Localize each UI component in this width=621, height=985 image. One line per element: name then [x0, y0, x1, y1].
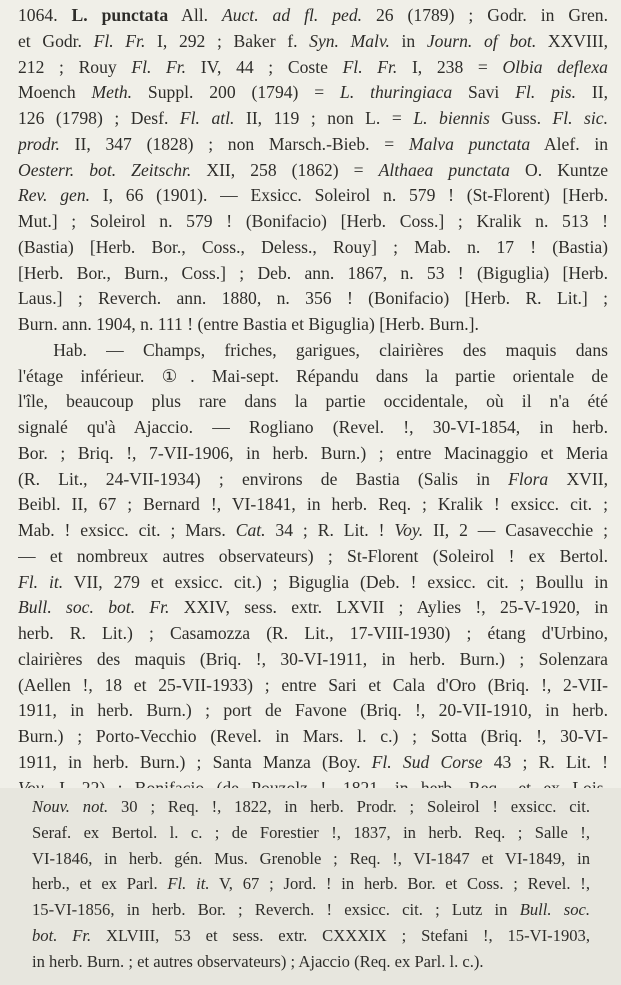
text-segment: (Bastia) [Herb. Bor., Coss., Deless., Rouy] ; Mab. n. 17 ! (Bastia): [18, 236, 608, 257]
italic-citation: L. thuringiaca: [340, 82, 453, 103]
text-line: [18, 491, 608, 517]
italic-citation: Bull. soc.: [519, 900, 590, 920]
italic-citation: Fl. Fr.: [93, 30, 146, 51]
text-segment: 126 (1798) ; Desf.: [18, 108, 180, 128]
text-line: [18, 234, 608, 260]
text-segment: et Godr.: [18, 30, 94, 51]
text-segment: VII, 279 et exsicc. cit.) ; Biguglia (Deb. ! exsicc. cit. ; Boullu in: [63, 571, 608, 592]
italic-citation: Auct. ad fl. ped.: [221, 5, 363, 25]
italic-citation: Oesterr. bot. Zeitschr.: [18, 159, 192, 180]
text-segment: All.: [168, 5, 222, 25]
text-segment: in: [389, 30, 427, 51]
text-segment: VI-1846, in herb. gén. Mus. Grenoble ; Req. !, VI-1847 et VI-1849, in: [32, 848, 590, 868]
italic-citation: Voy.: [394, 520, 424, 540]
text-segment: 26 (1789) ; Godr. in Gren.: [362, 5, 608, 25]
text-line: [32, 949, 590, 974]
text-segment: XVII,: [548, 468, 608, 489]
text-segment: O. Kuntze: [509, 159, 608, 180]
text-line: [18, 723, 608, 749]
text-segment: l'île, beaucoup plus rare dans la partie occidentale, où il n'a été: [18, 391, 608, 412]
italic-citation: Althaea punctata: [378, 159, 510, 180]
text-line: [18, 440, 608, 466]
italic-citation: Flora: [508, 468, 549, 489]
text-line: [18, 466, 608, 492]
text-line: [18, 363, 608, 389]
text-segment: XII, 258 (1862) =: [191, 159, 379, 180]
text-segment: I, 238 =: [397, 56, 503, 77]
text-line: [18, 414, 608, 440]
text-segment: Seraf. ex Bertol. l. c. ; de Forestier !, 1837, in herb. Req. ; Salle !,: [32, 822, 590, 842]
text-line: [32, 794, 590, 819]
text-line: [18, 79, 608, 105]
italic-citation: Fl. it.: [167, 874, 210, 894]
text-segment: signalé qu'à Ajaccio. — Rogliano (Revel. !, 30-VI-1854, in herb.: [18, 417, 608, 437]
text-segment: in herb. Burn. ; et autres observateurs) ; Ajaccio (Req. ex Parl. l. c.).: [32, 951, 484, 971]
text-segment: 1911, in herb. Burn.) ; Santa Manza (Boy.: [18, 751, 372, 772]
text-segment: Hab. — Champs, friches, garigues, clairières des maquis dans: [18, 339, 608, 360]
text-segment: Savi: [452, 82, 516, 103]
text-segment: l'étage inférieur. ①. Mai-sept. Répandu dans la partie orientale de: [18, 365, 608, 386]
italic-citation: Fl. it.: [18, 571, 64, 592]
text-segment: (Aellen !, 18 et 25-VII-1933) ; entre Sari et Cala d'Oro (Briq. !, 2-VII-: [18, 674, 608, 695]
text-segment: II, 347 (1828) ; non Marsch.-Bieb. =: [59, 133, 409, 154]
text-segment: herb., et ex Parl.: [32, 874, 168, 894]
text-segment: Burn.) ; Porto-Vecchio (Revel. in Mars. l. c.) ; Sotta (Briq. !, 30-VI-: [18, 726, 608, 746]
text-line: [18, 594, 608, 620]
text-segment: XXVIII,: [536, 30, 608, 51]
italic-citation: Olbia deflexa: [502, 56, 608, 77]
text-line: [18, 388, 608, 414]
text-segment: II, 119 ; non L. =: [234, 108, 414, 128]
italic-citation: Bull. soc. bot. Fr.: [18, 597, 170, 618]
text-line: [32, 846, 590, 871]
taxon-name: L. punctata: [71, 5, 169, 25]
italic-citation: Syn. Malv.: [309, 30, 390, 51]
text-line: [18, 620, 608, 646]
italic-citation: prodr.: [18, 133, 60, 154]
italic-citation: Rev. gen.: [18, 185, 91, 206]
text-segment: II,: [576, 82, 608, 103]
text-segment: IV, 44 ; Coste: [186, 56, 343, 77]
text-segment: Mut.] ; Soleirol n. 579 ! (Bonifacio) [Herb. Coss.] ; Kralik n. 513 !: [18, 211, 608, 231]
text-line: [18, 28, 608, 54]
text-segment: — et nombreux autres observateurs) ; St-Florent (Soleirol ! ex Bertol.: [18, 545, 608, 566]
text-segment: I, 292 ; Baker f.: [145, 30, 310, 51]
text-segment: (R. Lit., 24-VII-1934) ; environs de Bastia (Salis in: [18, 468, 509, 489]
text-line: [18, 2, 608, 28]
italic-citation: Fl. Fr.: [131, 56, 187, 77]
text-segment: 15-VI-1856, in herb. Bor. ; Reverch. ! exsicc. cit. ; Lutz in: [32, 900, 520, 920]
text-line: [32, 897, 590, 922]
text-segment: Bor. ; Briq. !, 7-VII-1906, in herb. Burn.) ; entre Macinaggio et Meria: [18, 442, 608, 463]
text-line: [32, 820, 590, 845]
text-line: [18, 182, 608, 208]
text-segment: clairières des maquis (Briq. !, 30-VI-1911, in herb. Burn.) ; Solenzara: [18, 648, 608, 669]
text-line: [18, 569, 608, 595]
text-segment: 43 ; R. Lit. !: [482, 751, 608, 772]
entry-continuation: [0, 788, 621, 985]
text-segment: XXIV, sess. extr. LXVII ; Aylies !, 25-V-1920, in: [169, 597, 608, 618]
text-line: [18, 337, 608, 363]
text-line: [18, 543, 608, 569]
italic-citation: Fl. pis.: [515, 82, 577, 103]
italic-citation: Fl. atl.: [179, 108, 235, 128]
text-line: [18, 208, 608, 234]
text-segment: 30 ; Req. !, 1822, in herb. Prodr. ; Soleirol ! exsicc. cit.: [108, 797, 590, 816]
italic-citation: Fl. Fr.: [342, 56, 398, 77]
text-segment: Burn. ann. 1904, n. 111 ! (entre Bastia et Biguglia) [Herb. Burn.].: [18, 314, 479, 334]
text-segment: 34 ; R. Lit. !: [265, 520, 395, 540]
italic-citation: Cat.: [235, 520, 266, 540]
text-line: [32, 923, 590, 948]
text-line: [18, 131, 608, 157]
italic-citation: Malva punctata: [408, 133, 531, 154]
italic-citation: Nouv. not.: [32, 797, 109, 816]
text-line: [18, 285, 608, 311]
italic-citation: Journ. of bot.: [426, 30, 537, 51]
text-segment: Laus.] ; Reverch. ann. 1880, n. 356 ! (Bonifacio) [Herb. R. Lit.] ;: [18, 288, 608, 309]
text-line: [18, 672, 608, 698]
text-line: [18, 54, 608, 80]
text-line: [18, 697, 608, 723]
text-segment: [Herb. Bor., Burn., Coss.] ; Deb. ann. 1867, n. 53 ! (Biguglia) [Herb.: [18, 262, 608, 283]
text-segment: Alef. in: [530, 133, 608, 154]
text-segment: 1064.: [18, 5, 72, 25]
text-segment: I, 66 (1901). — Exsicc. Soleirol n. 579 ! (St-Florent) [Herb.: [90, 185, 608, 206]
italic-citation: bot. Fr.: [32, 926, 92, 945]
text-line: [18, 157, 608, 183]
text-segment: Guss.: [489, 108, 553, 128]
text-line: [18, 105, 608, 131]
text-segment: Moench: [18, 82, 92, 103]
italic-citation: L. biennis: [413, 108, 490, 128]
text-segment: XLVIII, 53 et sess. extr. CXXXIX ; Stefani !, 15-VI-1903,: [91, 926, 590, 945]
italic-citation: Fl. sic.: [552, 108, 608, 128]
text-segment: 212 ; Rouy: [18, 56, 132, 77]
text-segment: V, 67 ; Jord. ! in herb. Bor. et Coss. ; Revel. !,: [209, 874, 590, 894]
text-line: [18, 260, 608, 286]
text-line: [32, 871, 590, 896]
text-segment: 1911, in herb. Burn.) ; port de Favone (Briq. !, 20-VII-1910, in herb.: [18, 700, 608, 721]
italic-citation: Fl. Sud Corse: [371, 751, 483, 772]
text-segment: Mab. ! exsicc. cit. ; Mars.: [18, 520, 236, 540]
text-segment: II, 2 — Casavecchie ;: [423, 520, 608, 540]
text-line: [18, 646, 608, 672]
text-line: [18, 517, 608, 543]
text-segment: Suppl. 200 (1794) =: [132, 82, 341, 103]
text-segment: Beibl. II, 67 ; Bernard !, VI-1841, in herb. Req. ; Kralik ! exsicc. cit. ;: [18, 494, 608, 515]
text-line: [18, 749, 608, 775]
italic-citation: Meth.: [91, 82, 133, 103]
text-segment: herb. R. Lit.) ; Casamozza (R. Lit., 17-VIII-1930) ; étang d'Urbino,: [18, 623, 608, 643]
text-line: [18, 311, 608, 337]
